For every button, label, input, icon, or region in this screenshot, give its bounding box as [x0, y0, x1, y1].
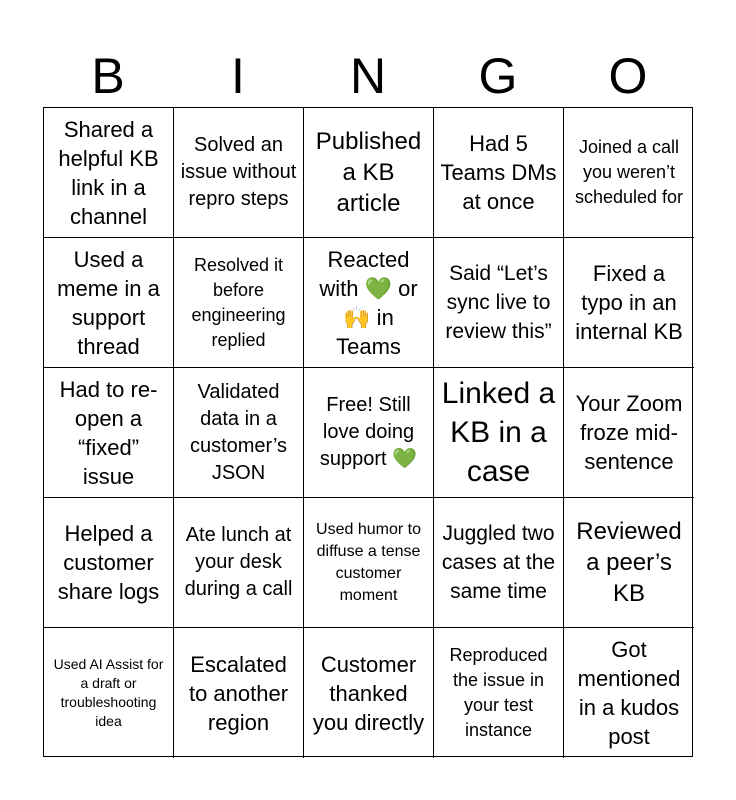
cell-text: Used AI Assist for a draft or troubleshooting idea: [53, 656, 164, 729]
cell-text: Solved an issue without repro steps: [180, 134, 297, 210]
cell-text: Linked a KB in a case: [441, 377, 556, 488]
bingo-header: [43, 46, 693, 106]
cell-text: Published a KB article: [315, 128, 422, 217]
cell-text: Validated data in a customer’s JSON: [189, 380, 288, 484]
bingo-cell[interactable]: [434, 108, 564, 238]
bingo-cell[interactable]: [564, 368, 694, 498]
cell-text: Helped a customer share logs: [57, 521, 160, 604]
cell-text: Free! Still love doing support 💚: [319, 394, 418, 470]
bingo-cell[interactable]: [174, 368, 304, 498]
bingo-cell[interactable]: [174, 628, 304, 758]
bingo-cell[interactable]: [564, 628, 694, 758]
bingo-cell[interactable]: [564, 108, 694, 238]
bingo-cell[interactable]: [434, 628, 564, 758]
cell-text: Reproduced the issue in your test instance: [449, 645, 548, 740]
bingo-cell[interactable]: [44, 498, 174, 628]
bingo-cell[interactable]: [174, 498, 304, 628]
bingo-cell[interactable]: [174, 238, 304, 368]
bingo-cell[interactable]: [434, 498, 564, 628]
cell-text: Resolved it before engineering replied: [191, 254, 286, 350]
bingo-cell[interactable]: [564, 238, 694, 368]
cell-text: Fixed a typo in an internal KB: [575, 261, 683, 344]
cell-text: Used humor to diffuse a tense customer moment: [316, 520, 421, 604]
cell-text: Had 5 Teams DMs at once: [440, 131, 557, 214]
cell-text: Reacted with 💚 or 🙌 in Teams: [319, 246, 418, 359]
cell-text: Had to re-open a “fixed” issue: [59, 376, 158, 489]
cell-text: Juggled two cases at the same time: [441, 522, 556, 603]
cell-text: Customer thanked you directly: [312, 651, 425, 735]
free-space-cell[interactable]: [304, 368, 434, 498]
header-letter-i: I: [231, 48, 245, 104]
cell-text: Reviewed a peer’s KB: [576, 518, 682, 607]
cell-text: Joined a call you weren’t scheduled for: [574, 137, 684, 207]
bingo-cell[interactable]: [304, 498, 434, 628]
header-letter-g: G: [478, 48, 518, 104]
header-letter-b: B: [91, 48, 125, 104]
cell-text: Said “Let’s sync live to review this”: [445, 262, 552, 343]
bingo-cell[interactable]: [44, 628, 174, 758]
header-letter-n: N: [349, 48, 387, 104]
cell-text: Your Zoom froze mid-sentence: [575, 391, 683, 474]
bingo-cell[interactable]: [304, 628, 434, 758]
bingo-cell[interactable]: [304, 108, 434, 238]
bingo-cell[interactable]: [44, 108, 174, 238]
bingo-cell[interactable]: [564, 498, 694, 628]
bingo-cell[interactable]: [174, 108, 304, 238]
bingo-grid: [43, 107, 693, 757]
cell-text: Ate lunch at your desk during a call: [184, 524, 293, 600]
cell-text: Escalated to another region: [188, 651, 289, 735]
cell-text: Used a meme in a support thread: [57, 246, 160, 359]
bingo-cell[interactable]: [44, 368, 174, 498]
cell-text: Got mentioned in a kudos post: [577, 637, 681, 749]
cell-text: Shared a helpful KB link in a channel: [58, 116, 159, 229]
bingo-cell[interactable]: [434, 368, 564, 498]
bingo-cell[interactable]: [304, 238, 434, 368]
bingo-cell[interactable]: [434, 238, 564, 368]
bingo-cell[interactable]: [44, 238, 174, 368]
header-letter-o: O: [608, 48, 648, 104]
